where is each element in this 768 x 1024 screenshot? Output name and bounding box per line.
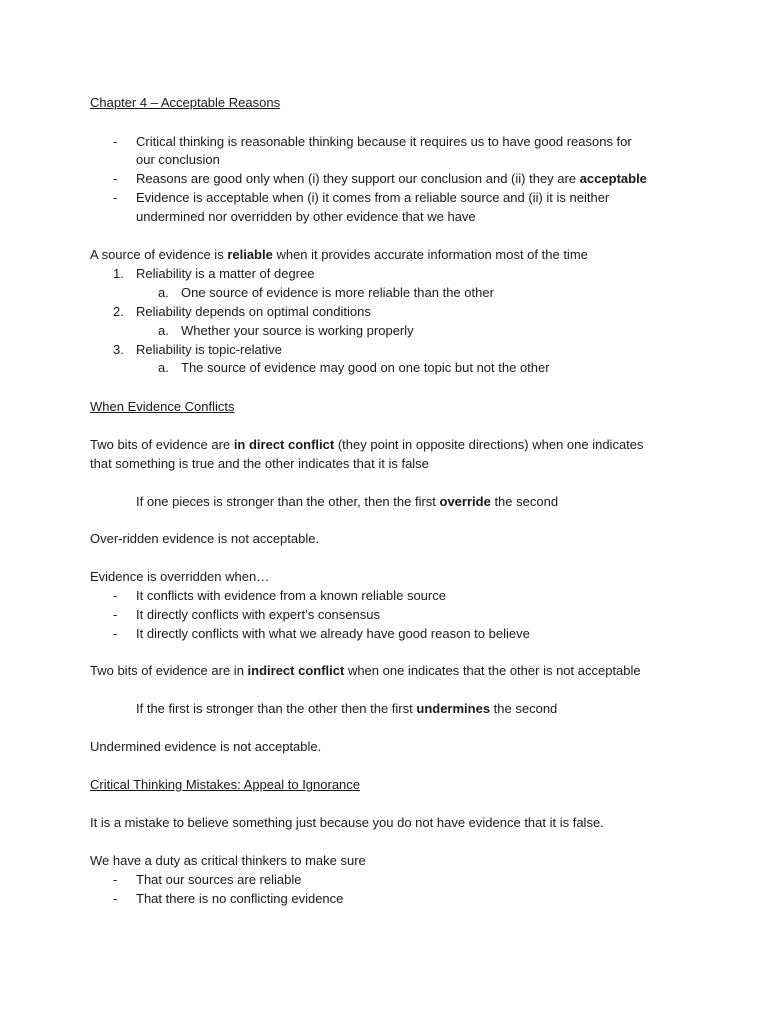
reliable-definition: A source of evidence is reliable when it provides accurate information most of the time: [90, 247, 588, 262]
chapter-title: Chapter 4 – Acceptable Reasons: [90, 95, 281, 110]
indirect-conflict: Two bits of evidence are in indirect conflict when one indicates that the other is not acceptable: [90, 663, 641, 678]
reliability-item-1: Reliability is a matter of degree: [136, 266, 315, 281]
appeal-to-ignorance-paragraph: It is a mistake to believe something just because you do not have evidence that it is false.: [90, 815, 604, 830]
bullet-dash: -: [113, 891, 118, 906]
undermine-rule: If the first is stronger than the other then the first undermines the second: [136, 701, 558, 716]
list-letter: a.: [158, 323, 169, 338]
intro-bullet-2: Reasons are good only when (i) they support our conclusion and (ii) they are acceptable: [136, 171, 647, 186]
overridden-when: Evidence is overridden when…: [90, 569, 270, 584]
list-letter: a.: [158, 360, 169, 375]
list-number: 1.: [113, 266, 124, 281]
bullet-dash: -: [113, 190, 118, 205]
bullet-dash: -: [113, 588, 118, 603]
overridden-bullet-2: It directly conflicts with expert’s consensus: [136, 607, 380, 622]
overridden-bullet-3: It directly conflicts with what we already have good reason to believe: [136, 626, 530, 641]
list-number: 3.: [113, 342, 124, 357]
direct-conflict-line-1: Two bits of evidence are in direct conflict (they point in opposite directions) when one indicates: [90, 437, 644, 452]
duty-bullet-1: That our sources are reliable: [136, 872, 302, 887]
section-heading-mistakes: Critical Thinking Mistakes: Appeal to Ignorance: [90, 777, 361, 792]
intro-bullet-3-line-2: undermined nor overridden by other evidence that we have: [136, 209, 476, 224]
duty-bullet-2: That there is no conflicting evidence: [136, 891, 344, 906]
bullet-dash: -: [113, 626, 118, 641]
reliability-subitem-2: Whether your source is working properly: [181, 323, 414, 338]
reliability-subitem-3: The source of evidence may good on one topic but not the other: [181, 360, 550, 375]
intro-bullet-1-line-1: Critical thinking is reasonable thinking because it requires us to have good reasons for: [136, 134, 632, 149]
bullet-dash: -: [113, 872, 118, 887]
bullet-dash: -: [113, 134, 118, 149]
duty-paragraph: We have a duty as critical thinkers to make sure: [90, 853, 366, 868]
undermined-not-acceptable: Undermined evidence is not acceptable.: [90, 739, 322, 754]
direct-conflict-line-2: that something is true and the other indicates that it is false: [90, 456, 429, 471]
intro-bullet-1-line-2: our conclusion: [136, 152, 220, 167]
override-rule: If one pieces is stronger than the other, then the first override the second: [136, 494, 559, 509]
overridden-not-acceptable: Over-ridden evidence is not acceptable.: [90, 531, 320, 546]
intro-bullet-3-line-1: Evidence is acceptable when (i) it comes from a reliable source and (ii) it is neither: [136, 190, 610, 205]
section-heading-conflicts: When Evidence Conflicts: [90, 399, 235, 414]
reliability-subitem-1: One source of evidence is more reliable than the other: [181, 285, 494, 300]
list-letter: a.: [158, 285, 169, 300]
reliability-item-3: Reliability is topic-relative: [136, 342, 282, 357]
reliability-item-2: Reliability depends on optimal conditions: [136, 304, 371, 319]
overridden-bullet-1: It conflicts with evidence from a known reliable source: [136, 588, 446, 603]
bullet-dash: -: [113, 607, 118, 622]
bullet-dash: -: [113, 171, 118, 186]
list-number: 2.: [113, 304, 124, 319]
